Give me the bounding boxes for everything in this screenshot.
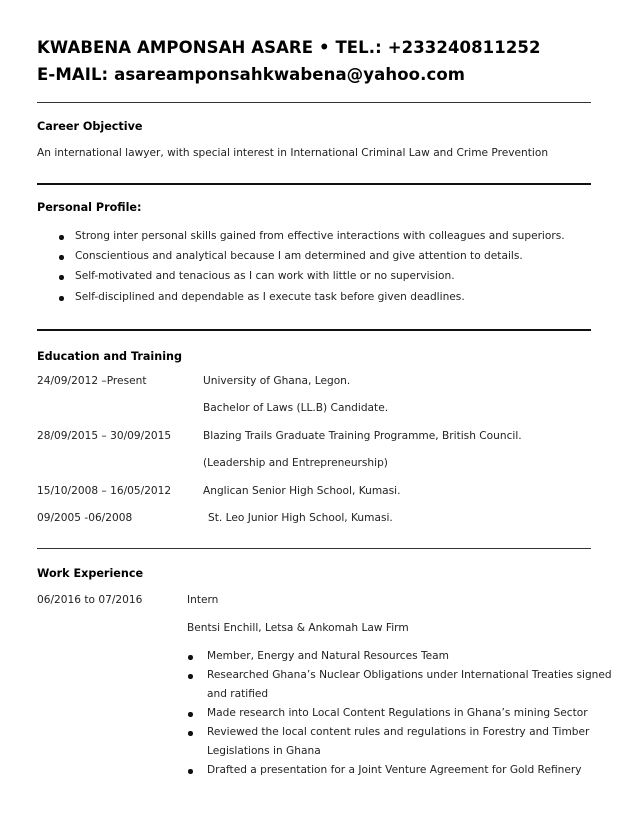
work-item: Member, Energy and Natural Resources Team [207,650,449,662]
education-detail: Bachelor of Laws (LL.B) Candidate. [203,402,389,414]
work-item: Made research into Local Content Regulations in Ghana’s mining Sector [207,707,588,719]
work-experience-heading: Work Experience [37,567,144,580]
education-detail: University of Ghana, Legon. [203,375,351,387]
work-date: 06/2016 to 07/2016 [37,594,143,606]
divider [37,548,591,549]
divider [37,329,591,331]
work-item: Drafted a presentation for a Joint Venture Agreement for Gold Refinery [207,764,582,776]
email-heading: E-MAIL: asareamponsahkwabena@yahoo.com [37,65,466,84]
career-objective-text: An international lawyer, with special interest in International Criminal Law and Crime Prevention [37,147,549,159]
bullet-icon [59,275,64,280]
work-item-continued: Legislations in Ghana [207,745,321,757]
work-item-continued: and ratified [207,688,269,700]
education-detail: Blazing Trails Graduate Training Programme, British Council. [203,430,522,442]
work-firm: Bentsi Enchill, Letsa & Ankomah Law Firm [187,622,409,634]
bullet-icon [59,235,64,240]
education-detail: Anglican Senior High School, Kumasi. [203,485,401,497]
profile-item: Self-disciplined and dependable as I execute task before given deadlines. [75,291,465,303]
bullet-icon [188,712,193,717]
education-date: 09/2005 -06/2008 [37,512,133,524]
bullet-icon [188,769,193,774]
work-role: Intern [187,594,219,606]
education-heading: Education and Training [37,350,183,363]
work-item: Researched Ghana’s Nuclear Obligations under International Treaties signed [207,669,612,681]
personal-profile-heading: Personal Profile: [37,201,142,214]
bullet-icon [188,674,193,679]
bullet-icon [188,655,193,660]
bullet-icon [59,255,64,260]
profile-item: Self-motivated and tenacious as I can work with little or no supervision. [75,270,455,282]
education-date: 15/10/2008 – 16/05/2012 [37,485,172,497]
work-item: Reviewed the local content rules and regulations in Forestry and Timber [207,726,590,738]
name-phone-heading: KWABENA AMPONSAH ASARE • TEL.: +233240811252 [37,38,541,57]
education-date: 28/09/2015 – 30/09/2015 [37,430,172,442]
career-objective-heading: Career Objective [37,120,143,133]
education-detail: (Leadership and Entrepreneurship) [203,457,388,469]
divider [37,183,591,185]
education-detail: St. Leo Junior High School, Kumasi. [208,512,393,524]
divider [37,102,591,103]
bullet-icon [188,731,193,736]
education-date: 24/09/2012 –Present [37,375,147,387]
bullet-icon [59,296,64,301]
profile-item: Strong inter personal skills gained from effective interactions with colleagues and superiors. [75,230,565,242]
profile-item: Conscientious and analytical because I am determined and give attention to details. [75,250,523,262]
